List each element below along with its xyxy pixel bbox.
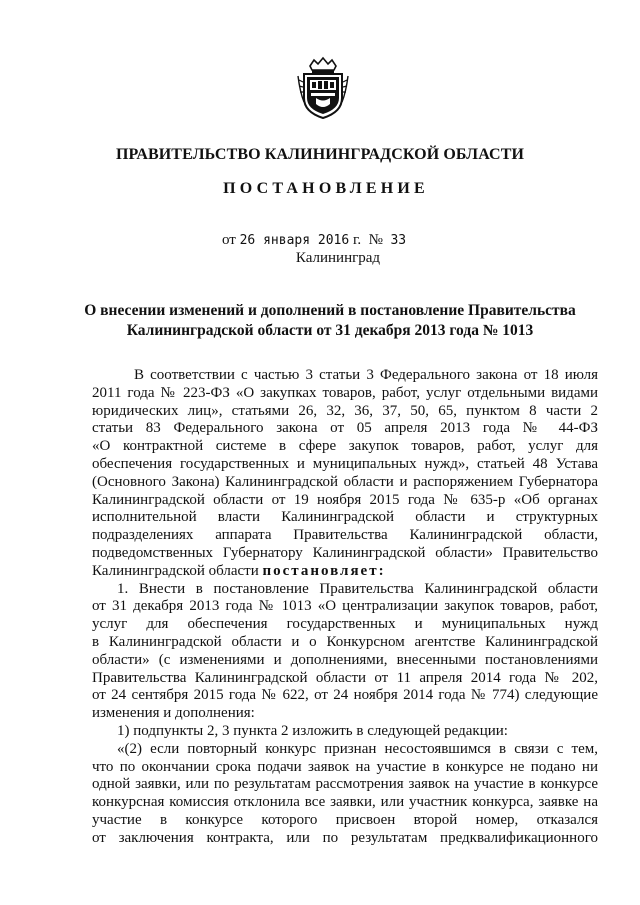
body-line: от 31 декабря 2013 года № 1013 «О централизации закупок товаров, работ, <box>92 598 598 615</box>
body-line: В соответствии с частью 3 статьи 3 Федерального закона от 18 июля <box>134 367 598 383</box>
body-line: обеспечения государственных и муниципальных нужд», статьей 48 Устава <box>92 455 598 472</box>
body-line: подведомственных Губернатору Калининградской области» Правительство <box>92 544 598 561</box>
subject-line: Калининградской области от 31 декабря 2013 года № 1013 <box>126 322 534 339</box>
document-type: ПОСТАНОВЛЕНИЕ <box>223 180 429 197</box>
body-line: Калининградской области от 19 ноября 2015 года № 635-р «Об органах <box>92 491 598 508</box>
city: Калининград <box>295 250 381 266</box>
resolves-word: постановляет: <box>262 562 386 579</box>
government-name: ПРАВИТЕЛЬСТВО КАЛИНИНГРАДСКОЙ ОБЛАСТИ <box>115 146 525 163</box>
body-line: области» (с изменениями и дополнениями, внесенными постановлениями <box>92 651 598 668</box>
number-handwritten: 33 <box>390 233 407 248</box>
body-line: подразделениях аппарата Правительства Калининградской области, <box>92 527 598 544</box>
body-line: 2011 года № 223-ФЗ «О закупках товаров, работ, услуг отдельными видами <box>92 384 598 401</box>
body-line: от заключения контракта, или по результатам предквалификационного <box>92 829 598 846</box>
body-line: конкурсная комиссия отклонила все заявки, или участник конкурса, заявке на <box>92 794 598 811</box>
body-line: Правительства Калининградской области от 11 апреля 2014 года № 202, <box>92 669 598 686</box>
body-line: изменения и дополнения: <box>92 705 255 722</box>
date-prefix: от <box>222 232 236 248</box>
subject-heading <box>70 301 590 341</box>
body-line: юридических лиц», статьями 26, 32, 36, 37, 50, 65, пунктом 8 части 2 <box>92 402 598 419</box>
body-line: «(2) если повторный конкурс признан несостоявшимся в связи с тем, <box>117 740 598 757</box>
body-line: 1. Внести в постановление Правительства Калининградской области <box>117 580 598 597</box>
date-suffix: г. <box>352 232 362 248</box>
body-line: участие в конкурсе которого присвоен второй номер, отказался <box>92 811 598 828</box>
subject-line: О внесении изменений и дополнений в постановление Правительства <box>84 302 576 319</box>
body-line-text: Калининградской области <box>92 562 259 579</box>
body-line: одной заявки, или по результатам рассмотрения заявок на участие в конкурсе <box>92 776 598 793</box>
body-line: 1) подпункты 2, 3 пункта 2 изложить в следующей редакции: <box>117 722 508 739</box>
coat-of-arms-emblem <box>296 56 350 120</box>
date-line <box>222 232 406 249</box>
number-sign: № <box>368 232 383 248</box>
body-line: от 24 сентября 2015 года № 622, от 24 ноября 2014 года № 774) следующие <box>92 687 598 704</box>
body-line: (Основного Закона) Калининградской области и распоряжением Губернатора <box>92 473 598 490</box>
body-line <box>92 563 598 581</box>
body-line: в Калининградской области и о Конкурсном агентстве Калининградской <box>92 633 598 650</box>
document-body <box>92 367 598 848</box>
body-line: статьи 83 Федерального закона от 05 апреля 2013 года № 44-ФЗ <box>92 420 598 437</box>
body-line: что по окончании срока подачи заявок на участие в конкурсе не подано ни <box>92 758 598 775</box>
body-line: «О контрактной системе в сфере закупок товаров, работ, услуг для <box>92 438 598 455</box>
body-line: исполнительной власти Калининградской области и структурных <box>92 509 598 526</box>
body-line: услуг для обеспечения государственных и муниципальных нужд <box>92 616 598 633</box>
date-handwritten: 26 января 2016 <box>239 233 350 248</box>
